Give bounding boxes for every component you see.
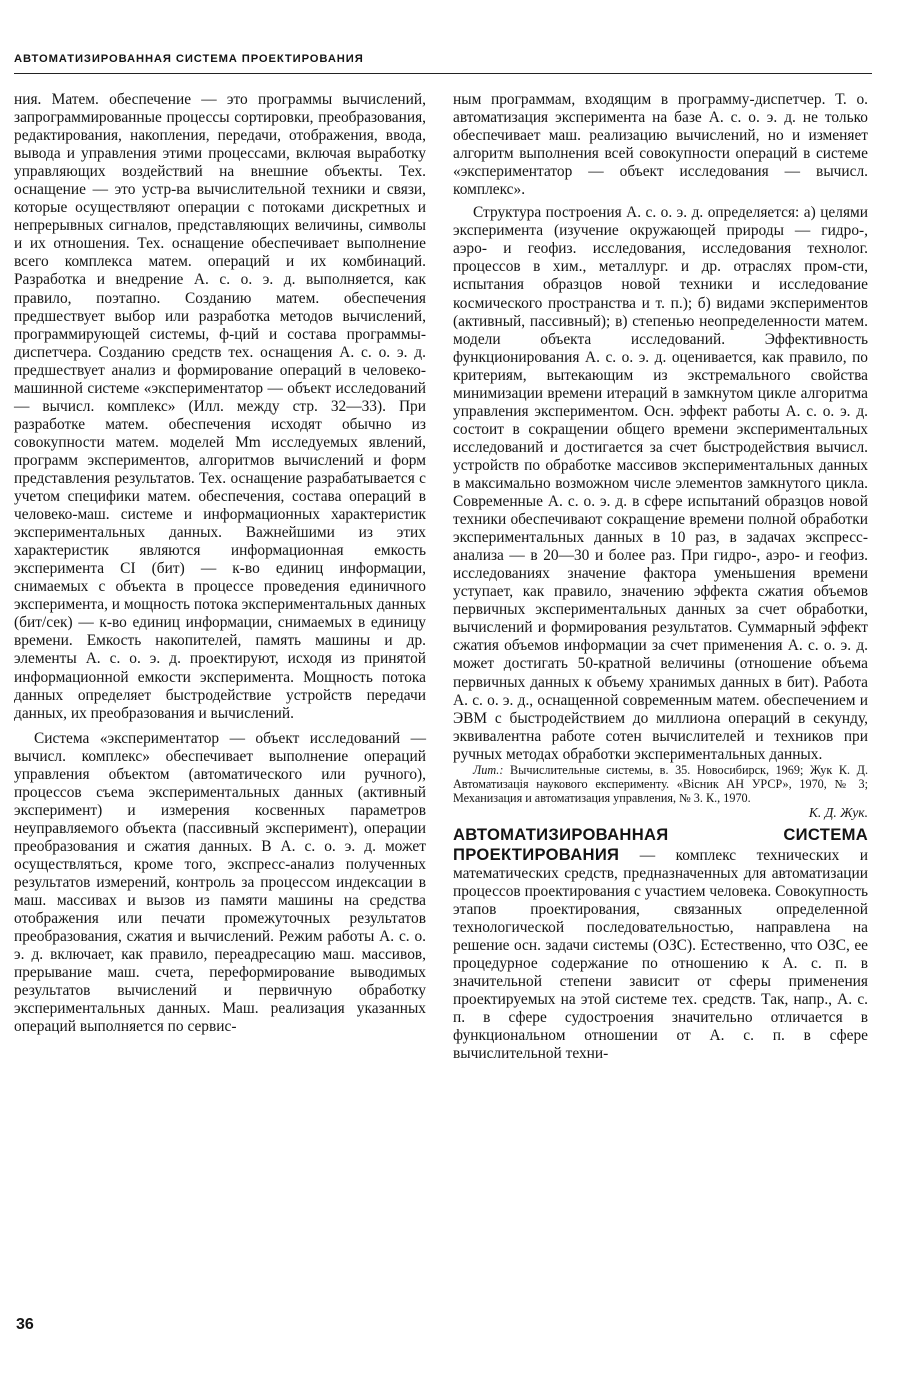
literature-text: Вычислительные системы, в. 35. Новосибирск, 1969; Жук К. Д. Автоматизація наукового експерименту. «Вісник АН УРСР», 1970, № 3; Механизация и автоматизация управления, № 3. К., 1970. [453,762,869,805]
left-column [14,91,426,1036]
entry-headword: АВТОМАТИЗИРОВАННАЯ СИСТЕМА ПРОЕКТИРОВАНИЯ [453,825,868,864]
entry-text: — комплекс технических и математических средств, предназначенных для автоматизации процессов проектирования с участием человека. Совокупность этапов проектирования, связанных определенной технологической последовательностью, направлена на решение осн. задачи системы (ОЗС). Естественно, что ОЗС, ее процедурное содержание по отношению к А. с. п. в значительной степени зависит от сферы применения проектируемых на этой системе тех. средств. Так, напр., А. с. п. в сфере судостроения значительно отличается в функциональном отношении от А. с. п. в сфере вычислительной техни- [453,846,868,1063]
next-entry [453,826,868,1063]
article-author: К. Д. Жук. [808,805,868,821]
left-paragraph-2: Система «экспериментатор — объект исследований — вычисл. комплекс» обеспечивает выполнение операций управления объектом (автоматического или ручного), процессов съема экспериментальных данных (активный эксперимент) и измерения косвенных параметров неуправляемого объекта (пассивный эксперимент), операции преобразования и сжатия данных. В А. с. о. э. д. может осуществляться, кроме того, экспресс-анализ полученных результатов измерений, контроль за процессом индексации в маш. массивах и вызов из памяти машины на средства отображения или печати промежуточных результатов преобразования, сжатия и вычислений. Режим работы А. с. о. э. д. включает, как правило, переадресацию маш. массивов, прерывание маш. счета, переформирование выводимых результатов вычислений и первичную обработку экспериментальных данных. Маш. реализация указанных операций выполняется по сервис- [14,729,426,1036]
left-paragraph-1: ния. Матем. обеспечение — это программы вычислений, запрограммированные процессы сортировки, преобразования, редактирования, накопления, передачи, отображения, ввода, вывода и управления этими процессами, включая выработку управляющих воздействий на внешние объекты. Тех. оснащение — это устр-ва вычислительной техники и связи, которые осуществляют операции с потоками дискретных и непрерывных сигналов, представляющих величины, символы и их отношения. Тех. оснащение обеспечивает выполнение всего комплекса матем. операций и их комбинаций. Разработка и внедрение А. с. о. э. д. выполняется, как правило, поэтапно. Созданию матем. обеспечения предшествует выбор или разработка методов вычислений, программирующей системы, ф-ций и состава программы-диспетчера. Созданию средств тех. оснащения А. с. о. э. д. предшествует анализ и формирование операций в человеко-машинной системе «экспериментатор — объект исследований — вычисл. комплекс» (Илл. между стр. 32—33). При разработке матем. обеспечения исходят обычно из совокупности матем. моделей Mm исследуемых явлений, программ экспериментов, алгоритмов вычислений и форм представления результатов. Тех. оснащение разрабатывается с учетом специфики матем. обеспечения, состава операций в человеко-маш. системе и информационных характеристик экспериментальных данных. Важнейшими из этих характеристик являются информационная емкость эксперимента CI (бит) — к-во единиц информации, снимаемых с объекта в процессе проведения единичного эксперимента, и мощность потока экспериментальных данных (бит/сек) — к-во единиц информации, снимаемых в единицу времени. Емкость накопителей, память машины и др. элементы А. с. о. э. д. проектируют, исходя из принятой информационной емкости эксперимента. Мощность потока данных определяет быстродействие устройств передачи данных, их преобразования и вычислений. [14,91,426,722]
literature-label: Лит.: [473,762,504,777]
right-column [453,91,868,1063]
right-paragraph-2: Структура построения А. с. о. э. д. определяется: а) целями эксперимента (изучение окружающей природы — гидро-, аэро- и геофиз. исследования, исследования технолог. процессов в хим., металлург. и др. отраслях пром-сти, испытания образцов новой техники и исследование космического пространства и т. п.); б) видами экспериментов (активный, пассивный); в) степенью неопределенности матем. модели объекта исследований. Эффективность функционирования А. с. о. э. д. оценивается, как правило, по критериям, вытекающим из экстремального свойства минимизации времени итераций в замкнутом цикле алгоритма управления экспериментом. Осн. эффект работы А. с. о. э. д. состоит в сокращении общего времени экспериментальных исследований и достигается за счет быстродействия вычисл. устройств по обработке массивов экспериментальных данных в максимально возможном числе элементов замкнутого цикла. Современные А. с. о. э. д. в сфере испытаний образцов новой техники обеспечивают сокращение времени полной обработки экспериментальных данных в 10 раз, в задачах экспресс-анализа — в 20—30 и более раз. При гидро-, аэро- и геофиз. исследованиях значение фактора уменьшения времени уступает, как правило, значению эффекта сжатия объемов первичных экспериментальных данных за счет обработки, вычислений и формирования результатов. Суммарный эффект сжатия объемов информации за счет применения А. с. о. э. д. может достигать 50-кратной величины (отношение объема первичных данных к объему хранимых данных в бит). Работа А. с. о. э. д., оснащенной современным матем. обеспечением и ЭВМ с быстродействием до миллиона операций в секунду, эквивалентна работе сотен вычислителей и техников при ручных методах обработки экспериментальных данных. [453,204,868,763]
right-paragraph-1: ным программам, входящим в программу-диспетчер. Т. о. автоматизация эксперимента на базе А. с. о. э. д. не только обеспечивает маш. реализацию вычислений, но и изменяет алгоритм выполнения всей совокупности операций в системе «экспериментатор — объект исследования — вычисл. комплекс». [453,91,868,199]
running-head: АВТОМАТИЗИРОВАННАЯ СИСТЕМА ПРОЕКТИРОВАНИЯ [14,53,364,65]
page-number: 36 [16,1316,34,1333]
header-rule [14,73,872,74]
literature-reference [453,764,868,806]
